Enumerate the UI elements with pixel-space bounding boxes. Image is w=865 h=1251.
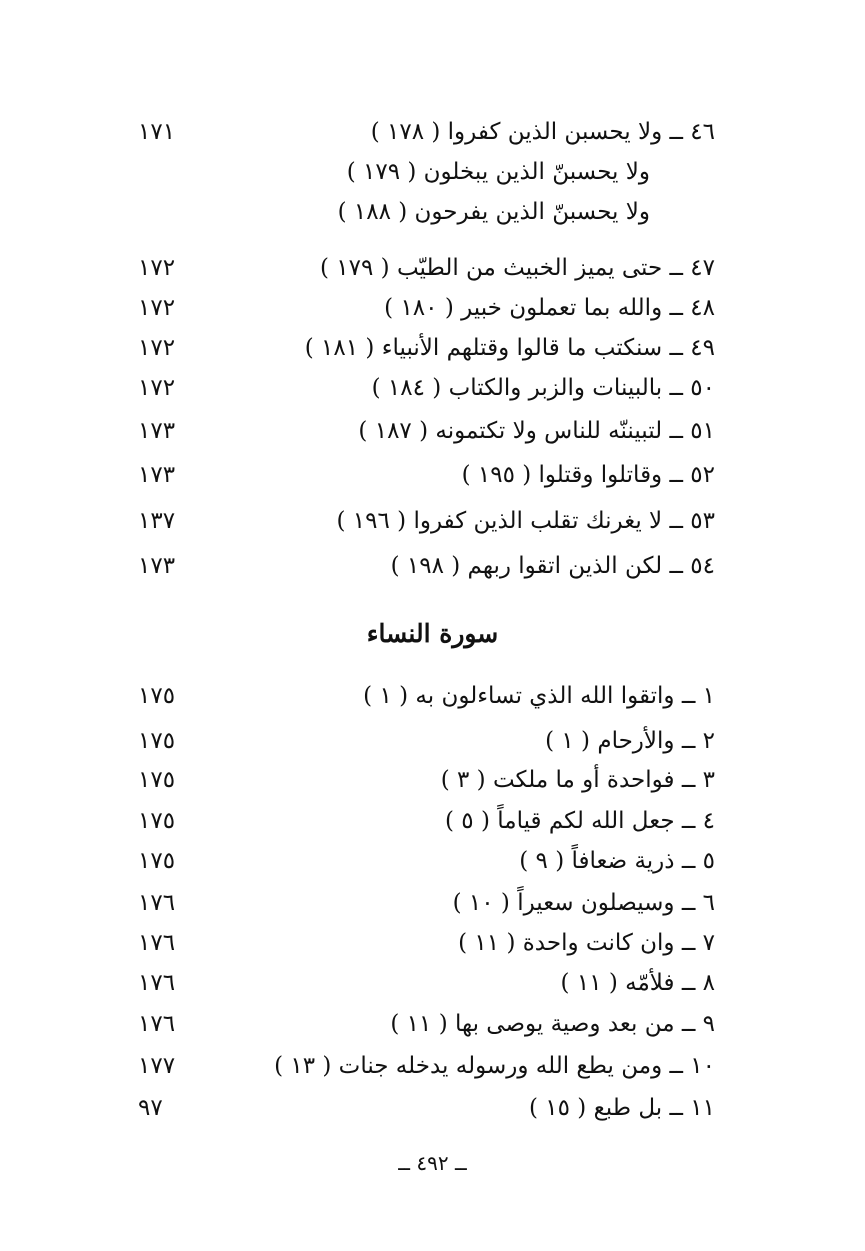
entry-text: ٤٩ ــ سنكتب ما قالوا وقتلهم الأنبياء ( ١٨١ ) <box>304 335 715 361</box>
page-number: ١٧٢ <box>138 255 176 281</box>
entry-text: ٥٢ ــ وقاتلوا وقتلوا ( ١٩٥ ) <box>461 462 715 488</box>
page-number: ١٧٥ <box>138 728 176 754</box>
index-entry <box>0 457 865 493</box>
index-entry <box>0 1090 865 1126</box>
entry-text: ٦ ــ وسيصلون سعيراً ( ١٠ ) <box>452 890 715 916</box>
page-number: ٩٧ <box>138 1095 163 1121</box>
page-number: ١٧١ <box>138 119 176 145</box>
page-number: ١٧٥ <box>138 848 176 874</box>
index-entry <box>0 1048 865 1084</box>
entry-text: ٤ ــ جعل الله لكم قياماً ( ٥ ) <box>444 808 715 834</box>
entry-text: ٢ ــ والأرحام ( ١ ) <box>545 728 715 754</box>
index-entry <box>0 114 865 150</box>
page-number: ١٧٧ <box>138 1053 176 1079</box>
surah-heading: سورة النساء <box>366 619 499 648</box>
page-number: ١٧٦ <box>138 890 176 916</box>
index-entry <box>0 154 865 190</box>
index-entry <box>0 723 865 759</box>
page-number: ١٧٥ <box>138 683 176 709</box>
index-entry <box>0 885 865 921</box>
page-number: ١٧٢ <box>138 295 176 321</box>
page-number: ١٧٦ <box>138 1011 176 1037</box>
index-entry <box>0 762 865 798</box>
index-entry <box>0 678 865 714</box>
index-entry <box>0 290 865 326</box>
entry-text: ١ ــ واتقوا الله الذي تساءلون به ( ١ ) <box>363 683 715 709</box>
entry-text: ٥٣ ــ لا يغرنك تقلب الذين كفروا ( ١٩٦ ) <box>336 508 715 534</box>
entry-text: ٥٠ ــ بالبينات والزبر والكتاب ( ١٨٤ ) <box>371 375 715 401</box>
index-entry <box>0 925 865 961</box>
entry-text: ولا يحسبنّ الذين يفرحون ( ١٨٨ ) <box>337 199 650 225</box>
index-entry <box>0 843 865 879</box>
page-number: ١٧٢ <box>138 375 176 401</box>
page-number: ١٧٥ <box>138 767 176 793</box>
index-entry <box>0 803 865 839</box>
index-entry <box>0 370 865 406</box>
page-number: ١٧٥ <box>138 808 176 834</box>
index-entry <box>0 548 865 584</box>
index-entry <box>0 194 865 230</box>
page-number: ١٧٦ <box>138 930 176 956</box>
entry-text: ٨ ــ فلأمّه ( ١١ ) <box>560 970 715 996</box>
entry-text: ٤٦ ــ ولا يحسبن الذين كفروا ( ١٧٨ ) <box>370 119 715 145</box>
entry-text: ٧ ــ وان كانت واحدة ( ١١ ) <box>458 930 715 956</box>
page-number: ١٧٣ <box>138 553 176 579</box>
index-entry <box>0 250 865 286</box>
index-entry <box>0 1006 865 1042</box>
entry-text: ١١ ــ بل طبع ( ١٥ ) <box>528 1095 715 1121</box>
page-number: ١٧٦ <box>138 970 176 996</box>
entry-text: ٥ ــ ذرية ضعافاً ( ٩ ) <box>519 848 715 874</box>
entry-text: ٤٧ ــ حتى يميز الخبيث من الطيّب ( ١٧٩ ) <box>319 255 715 281</box>
entry-text: ٥٤ ــ لكن الذين اتقوا ربهم ( ١٩٨ ) <box>390 553 715 579</box>
entry-text: ولا يحسبنّ الذين يبخلون ( ١٧٩ ) <box>346 159 650 185</box>
index-entry <box>0 330 865 366</box>
page-number: ١٧٣ <box>138 418 176 444</box>
entry-text: ٤٨ ــ والله بما تعملون خبير ( ١٨٠ ) <box>384 295 715 321</box>
entry-text: ١٠ ــ ومن يطع الله ورسوله يدخله جنات ( ١٣ ) <box>274 1053 715 1079</box>
index-entry <box>0 413 865 449</box>
page-footer-number: ــ ٤٩٢ ــ <box>398 1151 467 1175</box>
entry-text: ٩ ــ من بعد وصية يوصى بها ( ١١ ) <box>390 1011 715 1037</box>
index-entry <box>0 503 865 539</box>
index-entry <box>0 965 865 1001</box>
page-number: ١٧٢ <box>138 335 176 361</box>
entry-text: ٣ ــ فواحدة أو ما ملكت ( ٣ ) <box>440 767 715 793</box>
page-number: ١٣٧ <box>138 508 176 534</box>
entry-text: ٥١ ــ لتبيننّه للناس ولا تكتمونه ( ١٨٧ ) <box>358 418 715 444</box>
page-number: ١٧٣ <box>138 462 176 488</box>
